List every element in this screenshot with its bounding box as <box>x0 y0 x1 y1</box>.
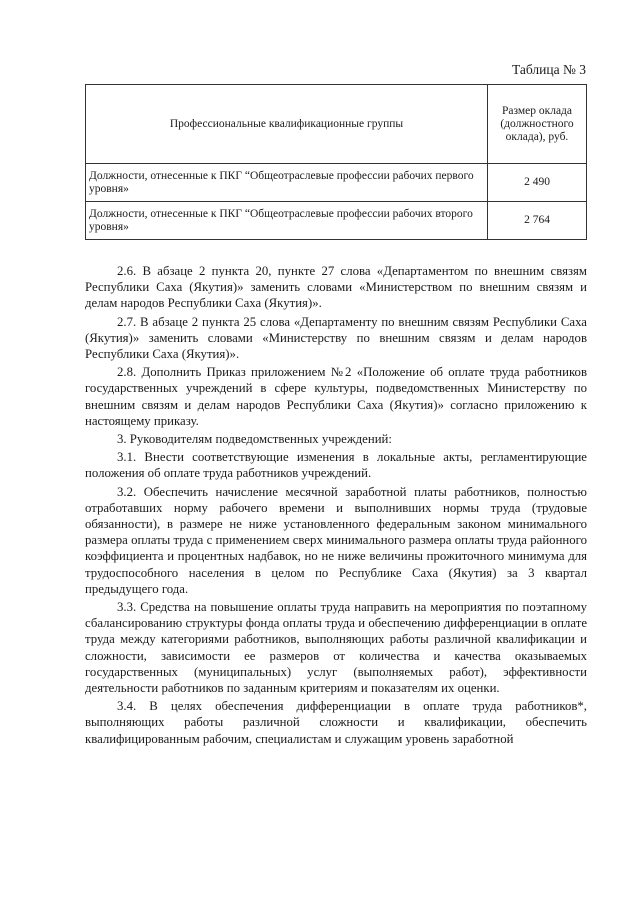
paragraph-2-8: 2.8. Дополнить Приказ приложением №2 «Положение об оплате труда работников государственных учреждений в сфере культуры, подведомственных Министерству по внешним связям и делам народов Республики Саха (Якутия)» согласно приложению к настоящему приказу. <box>85 365 587 428</box>
table-caption: Таблица № 3 <box>512 62 586 77</box>
paragraph-3-1: 3.1. Внести соответствующие изменения в локальные акты, регламентирующие положения об оплате труда работников учреждений. <box>85 450 587 481</box>
row-group-name: Должности, отнесенные к ПКГ “Общеотраслевые профессии рабочих второго уровня» <box>86 202 488 240</box>
paragraph-3-3: 3.3. Средства на повышение оплаты труда направить на мероприятия по поэтапному сбалансированию структуры фонда оплаты труда и обеспечению дифференциации в оплате труда между категориями работников, выполняющих работы различной квалификации и сложности, зависимости ее размеров от количества и качества оказываемых государственных (муниципальных) услуг (выполняемых работ), эффективности деятельности работников по заданным критериям и показателям их оценки. <box>85 600 587 696</box>
header-group: Профессиональные квалификационные группы <box>86 85 488 164</box>
salary-table <box>85 84 587 240</box>
table-header-row <box>86 85 587 164</box>
paragraph-2-7: 2.7. В абзаце 2 пункта 25 слова «Департаменту по внешним связям Республики Саха (Якутия)» заменить словами «Министерству по внешним связям и делам народов Республики Саха (Якутия)». <box>85 314 587 362</box>
document-body <box>85 263 587 747</box>
row-salary-value: 2 490 <box>488 164 587 202</box>
paragraph-2-6: 2.6. В абзаце 2 пункта 20, пункте 27 слова «Департаментом по внешним связям Республики Саха (Якутия)» заменить словами «Министерством по внешним связям и делам народов Республики Саха (Якутия)». <box>85 264 587 311</box>
header-salary: Размер оклада (должностного оклада), руб. <box>488 85 587 164</box>
row-salary-value: 2 764 <box>488 202 587 240</box>
table-row <box>86 164 587 202</box>
table-row <box>86 202 587 240</box>
paragraph-3-4: 3.4. В целях обеспечения дифференциации в оплате труда работников*, выполняющих работы различной сложности и квалификации, обеспечить квалифицированным рабочим, специалистам и служащим уровень заработной <box>85 699 587 746</box>
paragraph-3-2: 3.2. Обеспечить начисление месячной заработной платы работников, полностью отработавших норму рабочего времени и выполнивших нормы труда (трудовые обязанности), в размере не ниже установленного федеральным законом минимального размера оплаты труда с применением сверх минимального размера оплаты труда районного коэффициента и процентных надбавок, но не ниже величины прожиточного минимума для трудоспособного населения в целом по Республике Саха (Якутия) за 3 квартал предыдущего года. <box>85 484 587 596</box>
paragraph-3: 3. Руководителям подведомственных учреждений: <box>117 432 392 447</box>
row-group-name: Должности, отнесенные к ПКГ “Общеотраслевые профессии рабочих первого уровня» <box>86 164 488 202</box>
